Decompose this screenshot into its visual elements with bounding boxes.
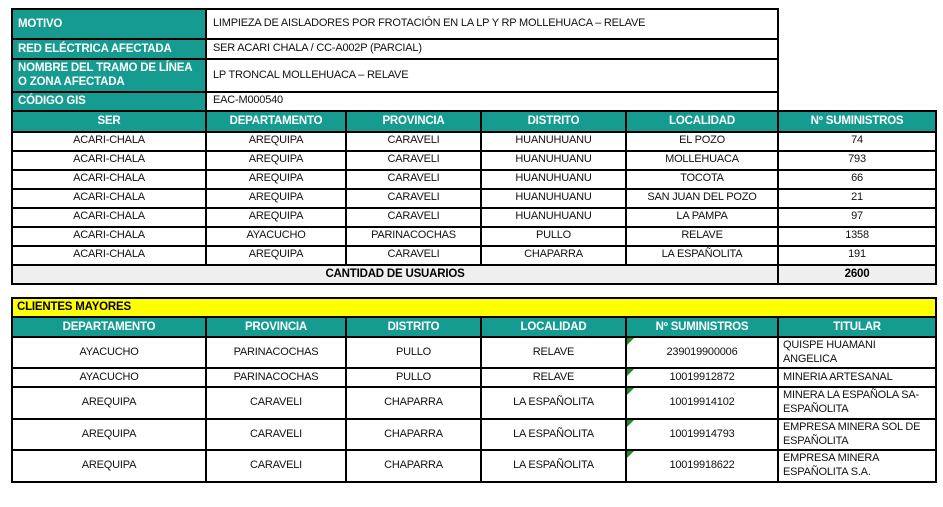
table-row: [12, 189, 936, 208]
col-header-provincia: PROVINCIA: [206, 317, 346, 337]
cell-suministros: [626, 387, 778, 419]
col-header-provincia: PROVINCIA: [346, 111, 481, 132]
table-row: [12, 208, 936, 227]
cell-titular: MINERIA ARTESANAL: [778, 368, 936, 387]
cell-titular: EMPRESA MINERA SOL DE ESPAÑOLITA: [778, 419, 936, 451]
cell-departamento: AYACUCHO: [12, 368, 206, 387]
cell-ser: ACARI-CHALA: [12, 208, 206, 227]
cell-ser: ACARI-CHALA: [12, 170, 206, 189]
col-header-localidad: LOCALIDAD: [626, 111, 778, 132]
info-row-motivo: [12, 9, 936, 39]
info-row-codigo-gis: [12, 92, 936, 111]
col-header-distrito: DISTRITO: [481, 111, 626, 132]
cell-provincia: PARINACOCHAS: [206, 368, 346, 387]
cell-suministros: 21: [778, 189, 936, 208]
cell-suministros: 191: [778, 246, 936, 265]
cell-titular: MINERA LA ESPAÑOLA SA-ESPAÑOLITA: [778, 387, 936, 419]
cell-suministros: 74: [778, 132, 936, 151]
table-row: [12, 170, 936, 189]
cell-localidad: TOCOTA: [626, 170, 778, 189]
cell-provincia: PARINACOCHAS: [206, 337, 346, 369]
col-header-suministros: Nº SUMINISTROS: [778, 111, 936, 132]
cell-localidad: SAN JUAN DEL POZO: [626, 189, 778, 208]
col-header-suministros: Nº SUMINISTROS: [626, 317, 778, 337]
cell-localidad: LA ESPAÑOLITA: [481, 387, 626, 419]
cell-suministros: 66: [778, 170, 936, 189]
table-row: [12, 387, 936, 419]
cell-localidad: RELAVE: [626, 227, 778, 246]
cell-distrito: HUANUHUANU: [481, 132, 626, 151]
info-value-red-electrica: SER ACARI CHALA / CC-A002P (PARCIAL): [206, 39, 778, 59]
cell-suministros: [626, 419, 778, 451]
cell-distrito: CHAPARRA: [346, 387, 481, 419]
clients-table: [11, 297, 937, 483]
col-header-ser: SER: [12, 111, 206, 132]
cell-localidad: RELAVE: [481, 368, 626, 387]
cell-suministros: [626, 368, 778, 387]
col-header-departamento: DEPARTAMENTO: [206, 111, 346, 132]
col-header-departamento: DEPARTAMENTO: [12, 317, 206, 337]
cell-distrito: CHAPARRA: [346, 450, 481, 482]
error-indicator-triangle: [627, 420, 634, 427]
info-row-tramo: [12, 59, 936, 92]
cell-distrito: PULLO: [346, 337, 481, 369]
suministro-number: 10019918622: [669, 459, 735, 472]
info-label-red-electrica: RED ELÉCTRICA AFECTADA: [12, 39, 206, 59]
col-header-titular: TITULAR: [778, 317, 936, 337]
cell-distrito: HUANUHUANU: [481, 189, 626, 208]
cell-suministros: 793: [778, 151, 936, 170]
info-label-tramo: NOMBRE DEL TRAMO DE LÍNEA O ZONA AFECTADA: [12, 59, 206, 92]
cell-ser: ACARI-CHALA: [12, 227, 206, 246]
empty-area: [778, 39, 936, 59]
cell-provincia: CARAVELI: [206, 387, 346, 419]
table-row: [12, 368, 936, 387]
cell-provincia: CARAVELI: [206, 450, 346, 482]
cell-departamento: AREQUIPA: [12, 387, 206, 419]
clients-section-title: CLIENTES MAYORES: [12, 298, 936, 317]
table-row: [12, 151, 936, 170]
empty-area: [778, 59, 936, 92]
error-indicator-triangle: [627, 369, 634, 376]
table-row: [12, 337, 936, 369]
table-row: [12, 246, 936, 265]
table-row: [12, 450, 936, 482]
cell-titular: EMPRESA MINERA ESPAÑOLITA S.A.: [778, 450, 936, 482]
table-row: [12, 227, 936, 246]
empty-area: [778, 9, 936, 39]
cell-departamento: AREQUIPA: [206, 208, 346, 227]
cell-ser: ACARI-CHALA: [12, 246, 206, 265]
cell-distrito: HUANUHUANU: [481, 208, 626, 227]
cell-suministros: 1358: [778, 227, 936, 246]
cell-suministros: [626, 450, 778, 482]
info-value-codigo-gis: EAC-M000540: [206, 92, 778, 111]
clients-title-row: [12, 298, 936, 317]
cell-provincia: CARAVELI: [346, 246, 481, 265]
cell-provincia: CARAVELI: [346, 208, 481, 227]
suministro-number: 10019914102: [669, 396, 735, 409]
cell-suministros: 97: [778, 208, 936, 227]
cell-provincia: CARAVELI: [346, 151, 481, 170]
cell-departamento: AREQUIPA: [206, 170, 346, 189]
cell-localidad: LA ESPAÑOLITA: [481, 450, 626, 482]
cell-localidad: MOLLEHUACA: [626, 151, 778, 170]
cell-provincia: PARINACOCHAS: [346, 227, 481, 246]
cell-provincia: CARAVELI: [346, 189, 481, 208]
users-total-label: CANTIDAD DE USUARIOS: [12, 265, 778, 284]
cell-departamento: AREQUIPA: [206, 132, 346, 151]
cell-localidad: LA ESPAÑOLITA: [481, 419, 626, 451]
error-indicator-triangle: [627, 388, 634, 395]
total-row: [12, 265, 936, 284]
cell-localidad: RELAVE: [481, 337, 626, 369]
info-label-motivo: MOTIVO: [12, 9, 206, 39]
cell-provincia: CARAVELI: [206, 419, 346, 451]
empty-area: [778, 92, 936, 111]
info-value-tramo: LP TRONCAL MOLLEHUACA – RELAVE: [206, 59, 778, 92]
cell-distrito: HUANUHUANU: [481, 170, 626, 189]
cell-provincia: CARAVELI: [346, 170, 481, 189]
cell-ser: ACARI-CHALA: [12, 132, 206, 151]
cell-localidad: LA ESPAÑOLITA: [626, 246, 778, 265]
suministro-number: 10019914793: [669, 427, 735, 440]
cell-departamento: AYACUCHO: [12, 337, 206, 369]
col-header-distrito: DISTRITO: [346, 317, 481, 337]
supply-header-row: [12, 111, 936, 132]
cell-departamento: AREQUIPA: [206, 189, 346, 208]
cell-distrito: CHAPARRA: [481, 246, 626, 265]
supply-table: [11, 8, 937, 285]
table-row: [12, 419, 936, 451]
cell-ser: ACARI-CHALA: [12, 151, 206, 170]
info-value-motivo: LIMPIEZA DE AISLADORES POR FROTACIÓN EN LA LP Y RP MOLLEHUACA – RELAVE: [206, 9, 778, 39]
cell-distrito: PULLO: [346, 368, 481, 387]
cell-localidad: EL POZO: [626, 132, 778, 151]
cell-ser: ACARI-CHALA: [12, 189, 206, 208]
cell-localidad: LA PAMPA: [626, 208, 778, 227]
info-row-red-electrica: [12, 39, 936, 59]
col-header-localidad: LOCALIDAD: [481, 317, 626, 337]
table-row: [12, 132, 936, 151]
cell-departamento: AYACUCHO: [206, 227, 346, 246]
clients-header-row: [12, 317, 936, 337]
suministro-number: 10019912872: [669, 370, 735, 383]
cell-provincia: CARAVELI: [346, 132, 481, 151]
info-label-codigo-gis: CÓDIGO GIS: [12, 92, 206, 111]
suministro-number: 239019900006: [666, 345, 738, 358]
error-indicator-triangle: [627, 338, 634, 345]
cell-titular: QUISPE HUAMANI ANGELICA: [778, 337, 936, 369]
cell-suministros: [626, 337, 778, 369]
users-total-value: 2600: [778, 265, 936, 284]
cell-distrito: CHAPARRA: [346, 419, 481, 451]
cell-departamento: AREQUIPA: [12, 450, 206, 482]
cell-departamento: AREQUIPA: [206, 246, 346, 265]
cell-departamento: AREQUIPA: [206, 151, 346, 170]
error-indicator-triangle: [627, 451, 634, 458]
cell-distrito: PULLO: [481, 227, 626, 246]
cell-departamento: AREQUIPA: [12, 419, 206, 451]
cell-distrito: HUANUHUANU: [481, 151, 626, 170]
